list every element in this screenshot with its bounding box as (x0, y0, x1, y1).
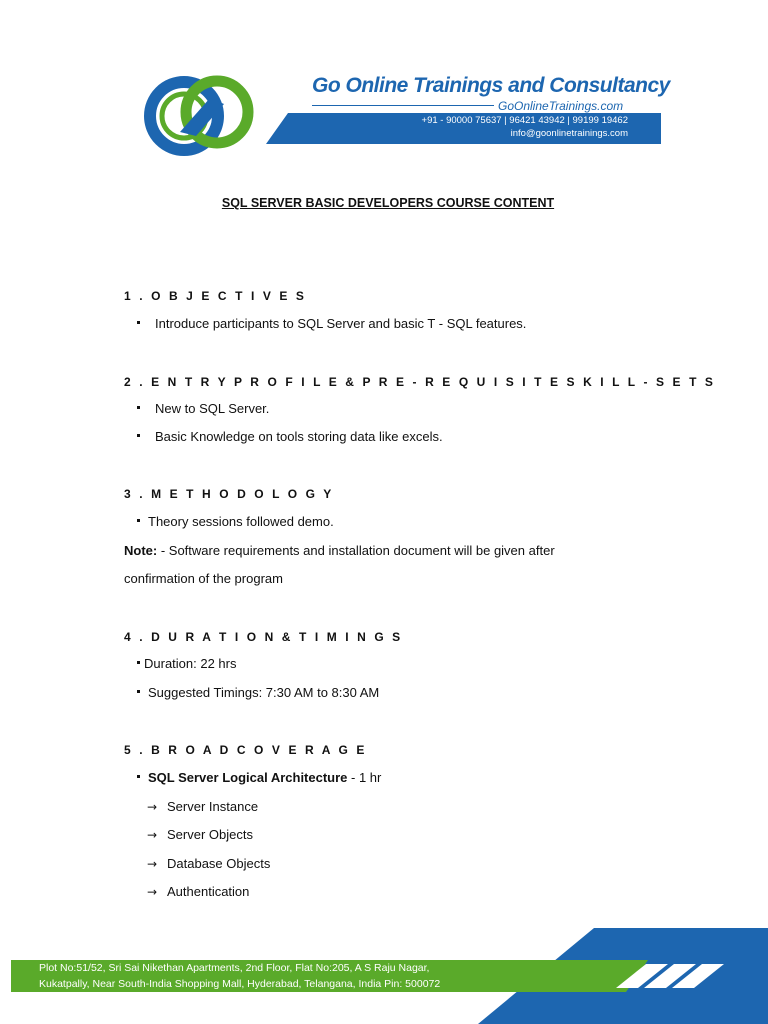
list-item: Introduce participants to SQL Server and basic T - SQL features. (137, 316, 526, 331)
company-name: Go Online Trainings and Consultancy (312, 74, 670, 97)
section-heading-objectives: 1 . O B J E C T I V E S (124, 289, 307, 303)
note-line: Note: - Software requirements and installation document will be given after (124, 543, 555, 558)
company-website: GoOnlineTrainings.com (498, 99, 624, 113)
brand-divider (312, 105, 494, 106)
footer-address-line-2: Kukatpally, Near South-India Shopping Mall, Hyderabad, Telangana, India Pin: 500072 (39, 978, 441, 990)
contact-phones: +91 - 90000 75637 | 96421 43942 | 99199 19462 (421, 115, 628, 126)
arrow-right-icon: → (147, 857, 158, 871)
list-item: → Database Objects (147, 856, 271, 871)
coverage-topic: SQL Server Logical Architecture - 1 hr (137, 770, 381, 785)
contact-email: info@goonlinetrainings.com (510, 128, 628, 139)
section-heading-coverage: 5 . B R O A D C O V E R A G E (124, 743, 367, 757)
arrow-right-icon: → (147, 800, 158, 814)
logo-mark-icon (140, 70, 260, 160)
arrow-right-icon: → (147, 828, 158, 842)
arrow-right-icon: → (147, 885, 158, 899)
section-heading-duration: 4 . D U R A T I O N & T I M I N G S (124, 630, 403, 644)
document-title: SQL SERVER BASIC DEVELOPERS COURSE CONTENT (221, 196, 555, 210)
company-logo (140, 70, 260, 160)
section-heading-entry-profile: 2 . E N T R Y P R O F I L E & P R E - R E Q U I S I T E S K I L L - S E T S (124, 375, 716, 389)
section-heading-methodology: 3 . M E T H O D O L O G Y (124, 487, 334, 501)
note-label: Note: (124, 543, 158, 558)
list-item: Theory sessions followed demo. (137, 514, 334, 529)
list-item: → Server Instance (147, 799, 259, 814)
note-line-continued: confirmation of the program (124, 571, 283, 586)
list-item: Duration: 22 hrs (137, 656, 237, 671)
list-item: → Authentication (147, 884, 250, 899)
list-item: → Server Objects (147, 827, 253, 842)
footer-address-line-1: Plot No:51/52, Sri Sai Nikethan Apartments, 2nd Floor, Flat No:205, A S Raju Nagar, (39, 962, 430, 974)
list-item: Suggested Timings: 7:30 AM to 8:30 AM (137, 685, 379, 700)
footer-graphic (0, 926, 768, 1024)
list-item: Basic Knowledge on tools storing data like excels. (137, 429, 443, 444)
list-item: New to SQL Server. (137, 401, 269, 416)
